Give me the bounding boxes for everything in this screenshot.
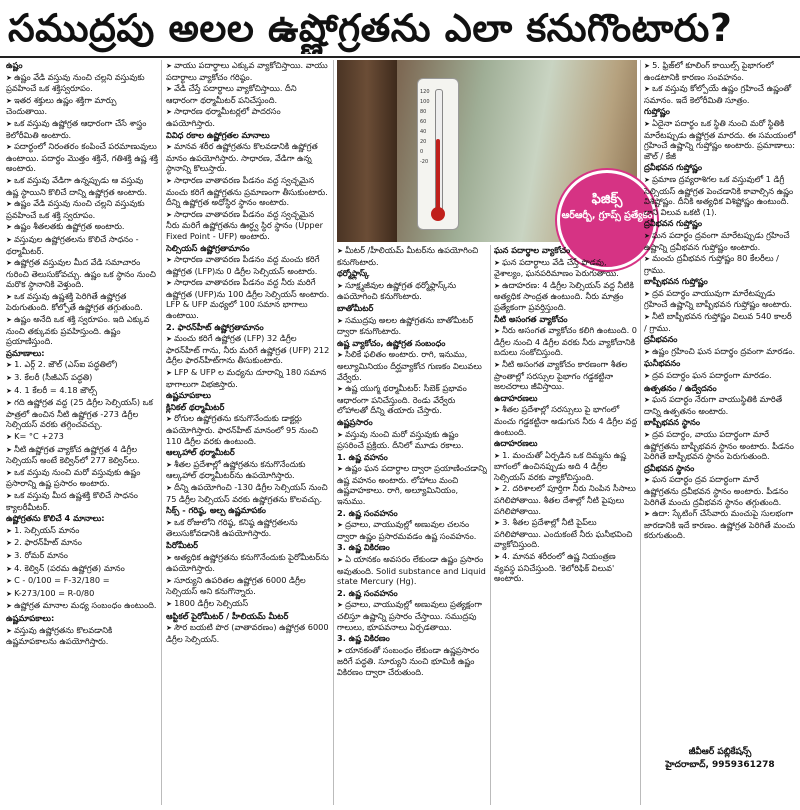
- paragraph: ➤ ఘన పదార్థం ద్రవంగా మారేటప్పుడు గ్రహించే ఉష్ణాన్ని ద్రవీభవన గుప్తోష్ణం అంటారు.: [644, 230, 796, 252]
- paragraph: ➤ ఘన పదార్థం ద్రవ పదార్థంగా మారే ఉష్ణోగ్రతను ద్రవీభవన స్థానం అంటారు. పీడనం పెరిగితే మంచు ద్రవీభవన స్థానం తగ్గుతుంది.: [644, 474, 796, 507]
- scale-tick-label: 20: [420, 139, 427, 145]
- column-divider: [333, 60, 334, 805]
- paragraph: ➤ ద్రవ పదార్థం, వాయు పదార్థంగా మారే ఉష్ణోగ్రతను బాష్పీభవన స్థానం అంటారు. పీడనం పెరిగితే బాష్పీభవన స్థానం పెరుగుతుంది.: [644, 429, 796, 462]
- paragraph: ➤ సౌర బయటి పొర (వాతావరణం) ఉష్ణోగ్రత 6000 డిగ్రీల సెల్సియస్.: [166, 622, 330, 644]
- paragraph: ➤ నీటి బాష్పీభవన గుప్తోష్ణం విలువ 540 కాలరీ / గ్రాము.: [644, 311, 796, 333]
- paragraph: ➤ ద్రవ పదార్థం ఘన పదార్థంగా మారడం.: [644, 370, 796, 382]
- paragraph: ➤ శీతల ప్రదేశాల్లో ఉష్ణోగ్రతను కనుగొనేందుకు ఆల్కహాల్ థర్మామీటర్‌ను ఉపయోగిస్తారు.: [166, 459, 330, 481]
- paragraph: ➤ రోగుల ఉష్ణోగ్రతను కనుగొనేందుకు డాక్టర్లు ఉపయోగిస్తారు. ఫారన్‌హీట్ మానంలో 95 నుంచి 110 డిగ్రీల వరకు ఉంటుంది.: [166, 413, 330, 446]
- section-heading: సిక్స్ - గరిష్ఠ, అల్ప ఉష్ణమాపకం: [166, 505, 266, 516]
- column-divider: [640, 60, 641, 805]
- paragraph: ➤ 1. మంచుతో ఏర్పడిన ఒక దిమ్మను ఉష్ణ బాగంలో ఉంచినప్పుడు అది 4 డిగ్రీల సెల్సియస్ వరకు వ్యాకోచిస్తుంది.: [494, 450, 638, 483]
- paragraph: ➤ వేడి చేస్తే పదార్థాలు వ్యాకోచిస్తాయి. దీని ఆధారంగా థర్మామీటర్ పనిచేస్తుంది.: [166, 83, 330, 105]
- paragraph: ➤ 3. శీతల ప్రదేశాల్లో నీటి పైప్‌లు పగిలిపోతాయి. ఎందుకంటే నీరు ఘనీభవించి వ్యాకోచిస్తుంది.: [494, 517, 638, 550]
- section-heading: 2. ఉష్ణ సంవహనం: [337, 587, 398, 598]
- scale-tick-label: 80: [420, 109, 427, 115]
- paragraph: ➤ దీన్ని ఉపయోగించి -130 డిగ్రీల సెల్సియస్ నుంచి 75 డిగ్రీల సెల్సియస్ వరకు ఉష్ణోగ్రతను కొలవచ్చు.: [166, 482, 330, 504]
- section-heading: థర్మోఫ్లాస్క్: [337, 268, 370, 279]
- paragraph: ➤ మంచు కరిగే ఉష్ణోగ్రత (LFP) 32 డిగ్రీల ఫారన్‌హీట్ గాను, నీరు మరిగే ఉష్ణోగ్రత (UFP) 212 డిగ్రీల ఫారన్‌హీట్‌గాను తీసుకుంటారు.: [166, 333, 330, 366]
- column-1: [6, 60, 158, 808]
- paragraph: ➤ ఘన పదార్థం నేరుగా వాయుస్థితికి మారితే దాన్ని ఉత్పతనం అంటారు.: [644, 394, 796, 416]
- paragraph: ➤ 2. దరిశాలలో పూర్తిగా నీరు నింపిన సీసాలు పగిలిపోతాయి. శీతల దేశాల్లో నీటి పైపులు పగిలిపోతాయి.: [494, 483, 638, 516]
- paragraph: ➤ అత్యధిక ఉష్ణోగ్రతను కనుగొనేందుకు పైరోమీటర్‌ను ఉపయోగిస్తారు.: [166, 552, 330, 574]
- section-heading: ఉత్పతనం / ఉద్వేదనం: [644, 382, 717, 393]
- paragraph: ➤ నీరు అసంగత వ్యాకోచం కలిగి ఉంటుంది. 0 డిగ్రీల నుంచి 4 డిగ్రీల వరకు నీరు వ్యాకోచానికి బదులు సంకోచిస్తుంది.: [494, 325, 638, 358]
- paragraph: ➤ ఒక వస్తువు ఉష్ణశక్తి పెరిగితే ఉష్ణోగ్రత పెరుగుతుంది. కోల్పోతే ఉష్ణోగ్రత తగ్గుతుంది.: [6, 291, 158, 313]
- author-name: జీవీఆర్ పబ్లికేషన్స్: [688, 747, 752, 757]
- section-heading: నీటి అసంగత వ్యాకోచం: [494, 313, 568, 324]
- thermometer-scale: [420, 87, 434, 167]
- paragraph: ➤ 3. కేలరీ (సీజీఎస్ పద్ధతి): [6, 372, 158, 384]
- thermometer-mercury: [436, 139, 440, 215]
- paragraph: ➤ వస్తువు నుంచి మరో వస్తువుకు ఉష్ణం ప్రసరించే ప్రక్రియ. దీనిలో మూడు రకాలు.: [337, 429, 487, 451]
- section-heading: ఆల్కహాల్ థర్మామీటర్: [166, 447, 235, 458]
- paragraph: ➤ యానకంతో సంబంధం లేకుండా ఉష్ణప్రసారం జరిగే పద్ధతి. సూర్యుని నుంచి భూమికి ఉష్ణం వికిరణం ద్వారా చేరుతుంది.: [337, 645, 487, 678]
- section-heading: 2. ఫారన్‌హీట్ ఉష్ణోగ్రతామానం: [166, 321, 264, 332]
- section-heading: సెల్సియస్ ఉష్ణోగ్రతామానం: [166, 242, 250, 253]
- paragraph: ➤ ఏదైనా పదార్థం ఒక స్థితి నుంచి మరో స్థితికి మారేటప్పుడు ఉష్ణోగ్రత మారదు. ఈ సమయంలో గ్రహించే ఉష్ణాన్ని గుప్తోష్ణం అంటారు. ప్రమాణాలు: జౌల్ / కేజీ: [644, 118, 796, 161]
- section-heading: ఉష్ణప్రసారం: [337, 416, 373, 427]
- paragraph: ➤ K-273/100 = R-0/80: [6, 588, 158, 600]
- paragraph: ➤ 4. 1 కేలరీ = 4.18 జౌల్స్: [6, 385, 158, 397]
- badge-subject: ఫిజిక్స్: [591, 192, 623, 207]
- paragraph: ➤ LFP & UFP ల మధ్యను దూరాన్ని 180 సమాన భాగాలుగా విభజిస్తారు.: [166, 367, 330, 389]
- section-heading: ద్రవీభవన గుప్తోష్ణం: [644, 218, 703, 229]
- paragraph: ➤ ద్రవాలు, వాయువుల్లో అణువులు ప్రత్యక్షంగా చలిస్తూ ఉష్ణాన్ని ప్రసారం చేస్తాయి. సముద్రపు గాలులు, భూపవనాలు ఏర్పడతాయి.: [337, 599, 487, 632]
- author-city: హైదరాబాద్: [665, 760, 706, 770]
- section-heading: గుప్తోష్ణం: [644, 106, 670, 117]
- paragraph: ➤ 1800 డిగ్రీల సెల్సియస్: [166, 598, 330, 610]
- paragraph: ➤ 3. రోమర్ మానం: [6, 550, 158, 562]
- section-heading: ఉష్ణమాపకాలు:: [6, 612, 55, 623]
- section-heading: వివిధ రకాల ఉష్ణోగ్రతల మానాలు: [166, 129, 270, 140]
- section-heading: ఉదాహరణలు: [494, 438, 538, 449]
- section-heading: ఉష్ణోగ్రతను కొలిచే 4 మానాలు:: [6, 513, 105, 524]
- paragraph: ➤ ఉష్ణోగ్రత వస్తువుల మీద వేడి సమాచారం గురించి తెలుసుకోవచ్చు. ఉష్ణం ఒక స్థానం నుంచి మరొక స్థానానికి వెళ్తుంది.: [6, 257, 158, 290]
- column-5: [644, 60, 796, 740]
- paragraph: ➤ సాధారణ వాతావరణ పీడనం వద్ద స్వచ్ఛమైన మంచు కరిగే ఉష్ణోగ్రతను ప్రమాణంగా తీసుకుంటారు. దీన్ని ఉష్ణోగ్రత అధోస్థిర స్థానం అంటారు.: [166, 175, 330, 208]
- thermometer-icon: [417, 78, 459, 230]
- section-heading: బాతోమీటర్: [337, 302, 374, 313]
- paragraph: ➤ మీటర్ /హీలియమ్ మీటర్‌ను ఉపయోగించి కనుగొంటారు.: [337, 245, 487, 267]
- paragraph: ➤ సాధారణ వాతావరణ పీడనం వద్ద స్వచ్ఛమైన నీరు మరిగే ఉష్ణోగ్రతను ఊర్ధ్వ స్థిర స్థానం (Upper Fixed Point - UFP) అంటారు.: [166, 209, 330, 242]
- paragraph: ➤ ఘన పదార్థాలు వేడి చేస్తే పొడవు, వైశాల్యం, ఘనపరిమాణం పెరుగుతాయి.: [494, 257, 638, 279]
- paragraph: ➤ 1. ఎర్గ్ 2. జౌల్ (ఎస్ఐ పద్ధతిలో): [6, 359, 158, 371]
- paragraph: ➤ వాయు పదార్థాలు ఎక్కువ వ్యాకోచిస్తాయి. వాయు పదార్థాలు వ్యాకోచం గరిష్ఠం.: [166, 60, 330, 82]
- paragraph: ➤ 2. ఫారన్‌హీట్ మానం: [6, 537, 158, 549]
- section-heading: బాష్పీభవన స్థానం: [644, 417, 700, 428]
- section-heading: ద్రవీభవన గుప్తోష్ణం: [644, 162, 703, 173]
- section-heading: క్లినికల్ థర్మామీటర్: [166, 401, 225, 412]
- section-heading: ఘనీభవనం: [644, 358, 681, 369]
- section-heading: ద్రవీభవన స్థానం: [644, 462, 695, 473]
- paragraph: ➤ ఉదాహరణ: 4 డిగ్రీల సెల్సియస్ వద్ద నీటికి అత్యధిక సాంద్రత ఉంటుంది. నీరు మాత్రం ప్రత్యేకంగా ప్రవర్తిస్తుంది.: [494, 280, 638, 313]
- section-heading: ఉదాహరణలు: [494, 392, 538, 403]
- paragraph: ➤ ఒక వస్తువు వేడిగా ఉన్నప్పుడు ఆ వస్తువు ఉష్ణ స్థాయిని కొలిచే దాన్ని ఉష్ణోగ్రత అంటారు.: [6, 175, 158, 197]
- section-heading: ఉష్ణమాపకాలు: [166, 390, 211, 401]
- paragraph: ➤ వస్తువు ఉష్ణోగ్రతను కొలవడానికి ఉష్ణమాపకాలను ఉపయోగిస్తారు.: [6, 625, 158, 647]
- paragraph: ➤ ఉష్ణం అనేది ఒక శక్తి స్వరూపం. ఇది ఎక్కువ నుంచి తక్కువకు ప్రవహిస్తుంది. ఉష్ణం ప్రయాణిస్తుంది.: [6, 314, 158, 347]
- paragraph: ➤ నీటి అసంగత వ్యాకోచం కారణంగా శీతల ప్రాంతాల్లో సరస్సుల పైభాగం గడ్డకట్టినా జలచరాలు జీవిస్తాయి.: [494, 359, 638, 392]
- section-heading: ప్రమాణాలు:: [6, 347, 45, 358]
- paragraph: ➤ ఒక రోజులోని గరిష్ఠ, కనిష్ఠ ఉష్ణోగ్రతలను తెలుసుకోవడానికి ఉపయోగిస్తారు.: [166, 517, 330, 539]
- wooden-post: [337, 60, 397, 242]
- paragraph: ➤ సాధారణ వాతావరణ పీడనం వద్ద మంచు కరిగే ఉష్ణోగ్రత (LFP)ను 0 డిగ్రీల సెల్సియస్ అంటారు.: [166, 254, 330, 276]
- column-2: [166, 60, 330, 808]
- paragraph: ➤ సాధారణ వాతావరణ పీడనం వద్ద నీరు మరిగే ఉష్ణోగ్రత (UFP)ను 100 డిగ్రీల సెల్సియస్ అంటారు. LFP & UFP మధ్యలో 100 సమాన భాగాలు ఉంటాయి.: [166, 277, 330, 320]
- paragraph: ➤ శీతల ప్రదేశాల్లో సరస్సులు పై భాగంలో మంచు గడ్డకట్టినా అడుగున నీరు 4 డిగ్రీల వద్ద ఉంటుంది.: [494, 404, 638, 437]
- paragraph: ➤ ఉదా: స్కేటింగ్ చేసేవారు మంచుపై సులభంగా జారడానికి ఇదే కారణం. ఉష్ణోగ్రత పెరిగితే మంచు కరుగుతుంది.: [644, 508, 796, 541]
- paragraph: ➤ ఉష్ణ యుగ్మ థర్మామీటర్: సీబెక్ ప్రభావం ఆధారంగా పనిచేస్తుంది. రెండు వేర్వేరు లోహాలతో దీన్ని తయారు చేస్తారు.: [337, 383, 487, 416]
- paragraph: ➤ ఏ యానకం అవసరం లేకుండా ఉష్ణం ప్రసారం అవుతుంది. Solid substance and Liquid state Mercury (Hg).: [337, 554, 487, 587]
- section-heading: బాష్పీభవన గుప్తోష్ణం: [644, 276, 708, 287]
- section-heading: ద్రవీభవనం: [644, 334, 678, 345]
- paragraph: ➤ ఉష్ణం శీతలతకు ఉష్ణోగ్రత అంటారు.: [6, 221, 158, 233]
- scale-tick-label: 120: [420, 89, 430, 95]
- paragraph: ➤ ఇతర శక్తులు ఉష్ణం శక్తిగా మార్పు చెందుతాయి.: [6, 95, 158, 117]
- paragraph: ➤ పదార్థంలో నిరంతరం కంపించే పరమాణువులు ఉంటాయి. పదార్థం మొత్తం శక్తినే, గతిశక్తి ఉష్ణ శక్తి అంటారు.: [6, 141, 158, 174]
- paragraph: ➤ C - 0/100 = F-32/180 =: [6, 575, 158, 587]
- author-phone: 9959361278: [712, 760, 775, 770]
- paragraph: ➤ K= °C +273: [6, 431, 158, 443]
- paragraph: ➤ ఉష్ణోగ్రత మానాల మధ్య సంబంధం ఉంటుంది.: [6, 600, 158, 612]
- paragraph: ➤ సూర్యుని ఉపరితల ఉష్ణోగ్రత 6000 డిగ్రీల సెల్సియస్ అని కనుగొన్నారు.: [166, 575, 330, 597]
- paragraph: ➤ గది ఉష్ణోగ్రత వద్ద (25 డిగ్రీల సెల్సియస్) ఒక పాత్రలో ఉంచిన నీటి ఉష్ణోగ్రత -273 డిగ్రీల సెల్సియస్ వరకు తగ్గించవచ్చు.: [6, 397, 158, 430]
- paragraph: ➤ సూక్ష్మజీవుల ఉష్ణోగ్రత థర్మోఫ్లాస్క్‌ను ఉపయోగించి కనుగొంటారు.: [337, 280, 487, 302]
- paragraph: ➤ 4. కెల్విన్ (పరమ ఉష్ణోగ్రత) మానం: [6, 563, 158, 575]
- paragraph: ➤ సాధారణ థర్మామీటర్లలో పాదరసం ఉపయోగిస్తారు.: [166, 106, 330, 128]
- paragraph: ➤ 5. ఫ్రిజ్‌లో కూలింగ్ కాయిల్స్ పైభాగంలో ఉండటానికి కారణం సంవహనం.: [644, 60, 796, 82]
- column-divider: [490, 245, 491, 805]
- badge-exams: ఆర్ఆర్బీ, గ్రూప్స్ ప్రత్యేకం: [561, 210, 653, 221]
- headline: సముద్రపు అలల ఉష్ణోగ్రతను ఎలా కనుగొంటారు?: [8, 6, 733, 50]
- paragraph: ➤ సముద్రపు అలల ఉష్ణోగ్రతను బాతోమీటర్ ద్వారా కనుగొంటారు.: [337, 315, 487, 337]
- paragraph: ➤ ఉష్ణం వేడి వస్తువు నుంచి చల్లని వస్తువుకు ప్రవహించే ఒక శక్తి స్వరూపం.: [6, 198, 158, 220]
- section-heading: 3. ఉష్ణ వికిరణం: [337, 542, 390, 553]
- paragraph: ➤ ఒక వస్తువు మీద ఉష్ణశక్తి కొలిచే సాధనం క్యాలరీమీటర్.: [6, 490, 158, 512]
- section-heading: ఉష్ణ వ్యాకోచం, ఉష్ణోగ్రత సంబంధం: [337, 337, 446, 348]
- column-3: [337, 245, 487, 808]
- paragraph: ➤ నీటి ఉష్ణోగ్రత వ్యాకోచ ఉష్ణోగ్రత 4 డిగ్రీల సెల్సియస్ అంటే కెల్విన్‌లో 277 కెల్విన్‌లు.: [6, 444, 158, 466]
- paragraph: ➤ సిలికే ఫలితం అంటారు. రాగి, ఇనుము, అల్యూమినియం దీర్ఘవ్యాకోచ గుణకం విలువలు వేర్వేరు.: [337, 349, 487, 382]
- paragraph: ➤ ఉష్ణం ఘన పదార్థాల ద్వారా ప్రయాణించడాన్ని ఉష్ణ వహనం అంటారు. లోహాలు మంచి ఉష్ణవాహకాలు. రాగి, అల్యూమినియం, ఇనుము.: [337, 463, 487, 506]
- section-heading: ఆప్టికల్ పైరోమీటర్ / హీలియమ్ మీటర్: [166, 610, 289, 621]
- paragraph: ➤ ఒక వస్తువు కోల్పోయే ఉష్ణం గ్రహించే ఉష్ణంతో సమానం. ఇదే కెలోరీమితి సూత్రం.: [644, 83, 796, 105]
- scale-tick-label: 40: [420, 129, 427, 135]
- scale-tick-label: 60: [420, 119, 427, 125]
- paragraph: ➤ ప్రమాణ ద్రవ్యరాశిగల ఒక వస్తువులో 1 డిగ్రీ సెల్సియస్ ఉష్ణోగ్రత పెంచడానికి కావాల్సిన ఉష్ణం విశిష్టోష్ణం. దీనికి అత్యధిక విశిష్టోష్ణం ఉంటుంది. దాని విలువ ఒకటి (1).: [644, 174, 796, 217]
- paragraph: ➤ వస్తువుల ఉష్ణోగ్రతలను కొలిచే సాధనం - థర్మామీటర్.: [6, 234, 158, 256]
- section-heading: ఉష్ణం: [6, 60, 23, 70]
- paragraph: ➤ ఒక వస్తువు నుంచి మరో వస్తువుకు ఉష్ణం ప్రసారాన్ని ఉష్ణ ప్రసారం అంటారు.: [6, 467, 158, 489]
- headline-rule: [0, 56, 800, 58]
- section-heading: 3. ఉష్ణ వికిరణం: [337, 633, 390, 644]
- column-4: [494, 245, 638, 808]
- paragraph: ➤ ద్రవాలు, వాయువుల్లో అణువుల చలనం ద్వారా ఉష్ణం ప్రసారమవడం ఉష్ణ సంవహనం.: [337, 519, 487, 541]
- paragraph: ➤ మానవ శరీర ఉష్ణోగ్రతను కొలవడానికి ఉష్ణోగ్రత మానం ఉపయోగిస్తారు. సాధారణ, వేడిగా ఉన్న స్థానాన్ని కొలుస్తారు.: [166, 141, 330, 174]
- paragraph: ➤ మంచు ద్రవీభవన గుప్తోష్ణం 80 కేలరీలు / గ్రాము.: [644, 253, 796, 275]
- scale-tick-label: 0: [420, 149, 424, 155]
- paragraph: ➤ ఉష్ణం గ్రహించి ఘన పదార్థం ద్రవంగా మారడం.: [644, 346, 796, 358]
- scale-tick-label: 100: [420, 99, 430, 105]
- column-divider: [161, 60, 162, 805]
- paragraph: ➤ ఒక వస్తువు ఉష్ణోగ్రత ఆధారంగా చేసే శాస్త్రం కెలోరీమితి అంటారు.: [6, 118, 158, 140]
- paragraph: ➤ 4. మానవ శరీరంలో ఉష్ణ నియంత్రణ వ్యవస్థ పనిచేస్తుంది. 'కెలోరిఫిక్ విలువ' అంటారు.: [494, 551, 638, 584]
- author-signature: జీవీఆర్ పబ్లికేషన్స్ హైదరాబాద్, 9959361278: [644, 746, 796, 806]
- paragraph: ➤ ద్రవ పదార్థం వాయువుగా మారేటప్పుడు గ్రహించే ఉష్ణాన్ని బాష్పీభవన గుప్తోష్ణం అంటారు.: [644, 288, 796, 310]
- section-heading: పిరోమీటర్: [166, 539, 199, 550]
- section-heading: 2. ఉష్ణ సంవహనం: [337, 507, 398, 518]
- section-heading: ఘన పదార్థాల వ్యాకోచం: [494, 245, 571, 255]
- paragraph: ➤ 1. సెల్సియస్ మానం: [6, 525, 158, 537]
- section-heading: 1. ఉష్ణ వహనం: [337, 451, 388, 462]
- paragraph: ➤ ఉష్ణం వేడి వస్తువు నుంచి చల్లని వస్తువుకు ప్రవహించే ఒక శక్తిస్వరూపం.: [6, 72, 158, 94]
- thermometer-bulb: [431, 207, 445, 221]
- scale-tick-label: -20: [420, 159, 429, 165]
